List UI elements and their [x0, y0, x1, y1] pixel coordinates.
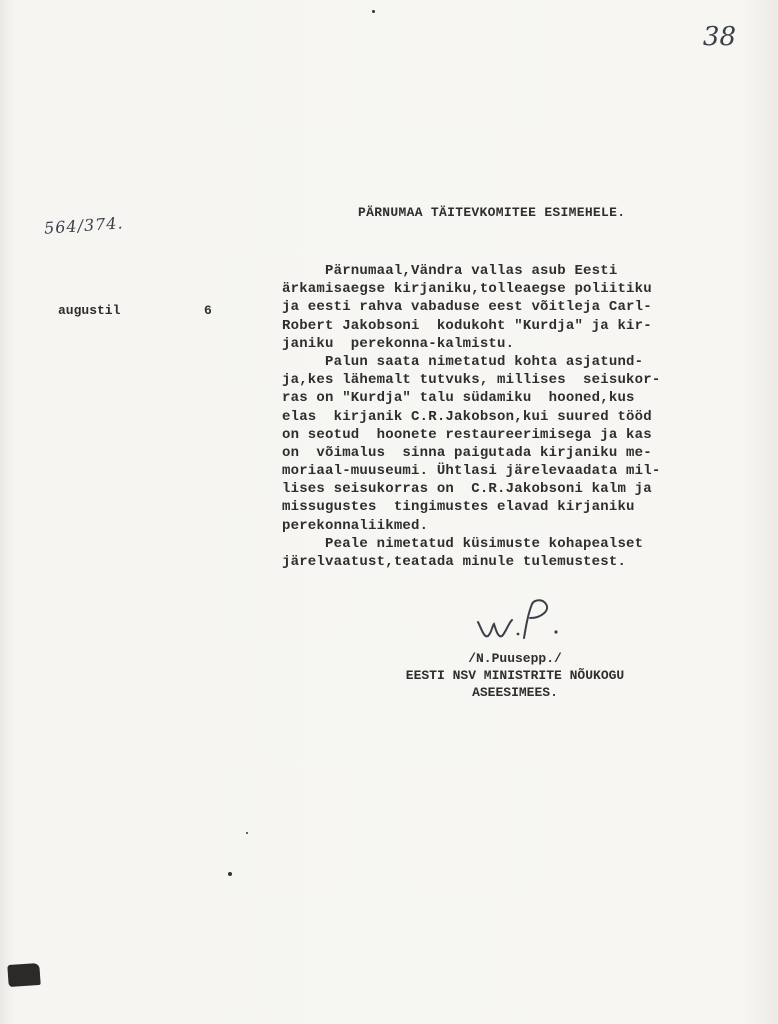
body-line: ras on "Kurdja" talu südamiku hooned,kus: [282, 390, 635, 407]
signatory-title-line2: ASEESIMEES.: [472, 685, 558, 700]
paper-speck: [246, 832, 248, 834]
addressee-heading: PÄRNUMAA TÄITEVKOMITEE ESIMEHELE.: [358, 205, 626, 220]
body-line: on seotud hoonete restaureerimisega ja kas: [282, 426, 652, 443]
body-line: Peale nimetatud küsimuste kohapealset: [282, 535, 644, 552]
date-month: augustil: [58, 303, 121, 318]
body-line: Pärnumaal,Vändra vallas asub Eesti: [282, 263, 618, 279]
body-line: ärkamisaegse kirjaniku,tolleaegse poliitiku: [282, 281, 652, 298]
body-line: järelvaatust,teatada minule tulemustest.: [282, 554, 627, 570]
signatory-title-line1: EESTI NSV MINISTRITE NÕUKOGU: [405, 668, 625, 683]
page-number: 38: [702, 22, 736, 52]
paper-speck: [372, 10, 375, 13]
body-line: ja eesti rahva vabaduse eest võitleja Carl-: [282, 299, 652, 316]
handwritten-signature: [474, 596, 574, 644]
body-line: ja,kes lähemalt tutvuks, millises seisukor-: [282, 372, 661, 389]
date-day: 6: [204, 303, 212, 318]
body-line: on võimalus sinna paigutada kirjaniku me-: [282, 444, 652, 461]
body-line: perekonnaliikmed.: [282, 517, 429, 534]
body-line: Palun saata nimetatud kohta asjatund-: [282, 353, 644, 370]
signature-block: [350, 650, 680, 701]
letter-body: [282, 262, 742, 571]
paper-stain: [7, 963, 40, 987]
body-line: elas kirjanik C.R.Jakobson,kui suured tööd: [282, 408, 652, 425]
paper-speck: [228, 872, 232, 876]
registry-number: 564/374.: [43, 213, 125, 238]
body-line: janiku perekonna-kalmistu.: [282, 335, 515, 352]
body-line: missugustes tingimustes elavad kirjaniku: [282, 499, 635, 516]
body-line: lises seisukorras on C.R.Jakobsoni kalm ja: [282, 481, 652, 498]
signatory-name: /N.Puusepp./: [468, 651, 562, 666]
body-line: Robert Jakobsoni kodukoht "Kurdja" ja kir-: [282, 317, 652, 334]
body-line: moriaal-muuseumi. Ühtlasi järelevaadata mil-: [282, 463, 661, 480]
